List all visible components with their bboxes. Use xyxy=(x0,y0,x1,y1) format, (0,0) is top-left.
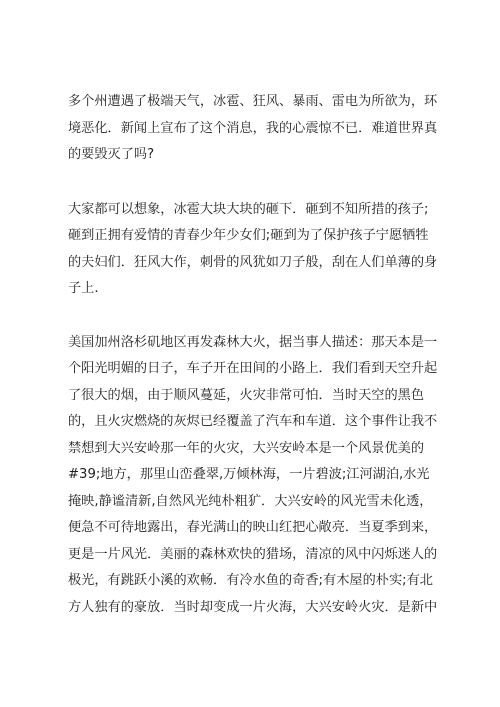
text-line: 了很大的烟，由于顺风蔓延，火灾非常可怕．当时天空的黑色 xyxy=(68,387,425,403)
text-line: 的要毁灭了吗? xyxy=(68,147,155,162)
text-line: 砸到正拥有爱情的青春少年少女们;砸到为了保护孩子宁愿牺牲 xyxy=(68,228,429,243)
text-line: #39;地方，那里山峦叠翠,万倾林海，一片碧波;江河湖泊,水光 xyxy=(68,467,430,482)
text-line: 大家都可以想象，冰雹大块大块的砸下．砸到不知所措的孩子; xyxy=(68,201,429,217)
text-line: 美国加州洛杉矶地区再发森林大火，据当事人描述：那天本是一 xyxy=(68,334,438,350)
text-line: 便急不可待地露出，春光满山的映山红把心敞亮．当夏季到来， xyxy=(68,520,438,535)
text-line: 更是一片风光．美丽的森林欢快的猎场，清凉的风中闪烁迷人的 xyxy=(68,546,438,562)
text-line: 的，且火灾燃烧的灰烬已经覆盖了汽车和车道．这个事件让我不 xyxy=(68,414,438,429)
paragraph-gap xyxy=(68,303,440,330)
paragraph-3 xyxy=(68,330,440,622)
text-line: 极光，有跳跃小溪的欢畅．有冷水鱼的奇香;有木屋的朴实;有北 xyxy=(68,573,433,588)
text-line: 个阳光明媚的日子，车子开在田间的小路上．我们看到天空升起 xyxy=(68,361,438,376)
text-line: 境恶化．新闻上宣布了这个消息，我的心震惊不已．难道世界真 xyxy=(68,120,438,136)
text-line: 禁想到大兴安岭那一年的火灾，大兴安岭本是一个风景优美的 xyxy=(68,440,425,456)
paragraph-1 xyxy=(68,89,440,169)
paragraph-2 xyxy=(68,197,440,303)
text-line: 方人独有的豪放．当时却变成一片火海，大兴安岭火灾．是新中 xyxy=(68,599,438,615)
text-line: 子上. xyxy=(68,281,99,296)
text-line: 掩映,静谧清新,自然风光纯朴粗犷．大兴安岭的风光雪未化透， xyxy=(68,493,433,509)
text-line: 多个州遭遇了极端天气，冰雹、狂风、暴雨、雷电为所欲为，环 xyxy=(68,94,438,109)
text-line: 的夫妇们．狂风大作，刺骨的风犹如刀子般，刮在人们单薄的身 xyxy=(68,254,438,270)
paragraph-gap xyxy=(68,169,440,197)
document-page xyxy=(68,89,440,621)
